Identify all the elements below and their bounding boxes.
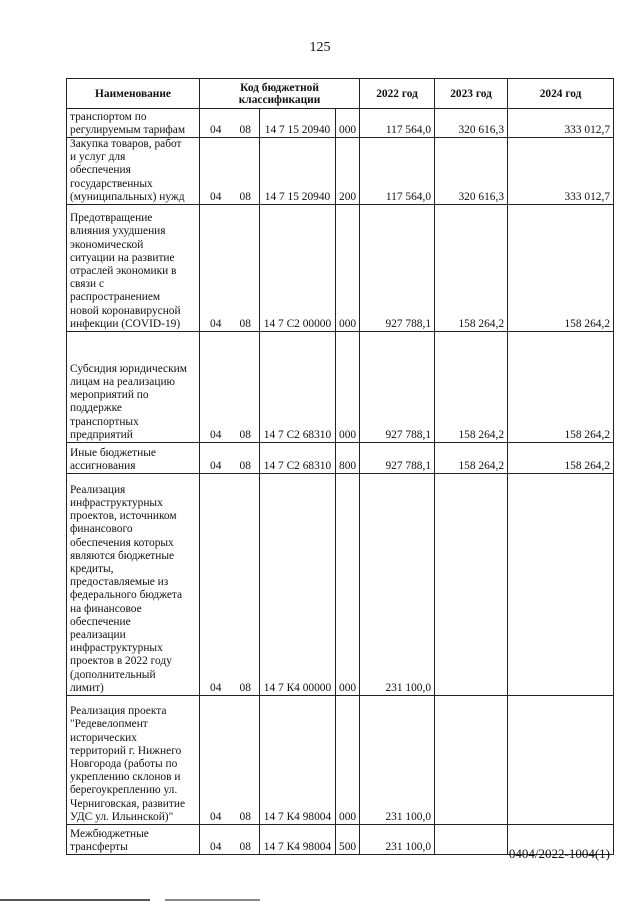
table-row [67,109,614,138]
code-section: 04 [200,332,232,443]
row-name: транспортом по регулируемым тарифам [67,109,200,138]
code-expense-type: 200 [336,138,360,205]
code-target-article: 14 7 С2 68310 [260,332,336,443]
row-name: Реализация проекта "Редевелопмент исторических территорий г. Нижнего Новгорода (работы по укреплению склонов и берегоукреплению ул. Черниговская, развитие УДС ул. Ильинской)" [67,696,200,825]
bottom-rule [0,899,640,901]
table-body [67,109,614,855]
code-target-article: 14 7 15 20940 [260,138,336,205]
value-2024: 158 264,2 [508,205,614,332]
value-2023 [435,696,508,825]
code-expense-type: 000 [336,332,360,443]
row-name: Межбюджетные трансферты [67,825,200,855]
code-target-article: 14 7 К4 98004 [260,825,336,855]
header-2022: 2022 год [360,79,435,109]
code-section: 04 [200,474,232,696]
code-expense-type: 000 [336,205,360,332]
value-2023: 158 264,2 [435,443,508,474]
row-name: Реализация инфраструктурных проектов, источником финансового обеспечения которых являются бюджетные кредиты, предоставляемые из федерального бюджета на финансовое обеспечение реализации инфраструктурных проектов в 2022 году (дополнительный лимит) [67,474,200,696]
value-2022: 231 100,0 [360,696,435,825]
row-name: Иные бюджетные ассигнования [67,443,200,474]
code-expense-type: 000 [336,696,360,825]
code-subsection: 08 [232,332,260,443]
header-row [67,79,614,109]
header-name: Наименование [67,79,200,109]
code-subsection: 08 [232,109,260,138]
code-subsection: 08 [232,696,260,825]
value-2022: 231 100,0 [360,474,435,696]
table-row [67,443,614,474]
value-2024: 158 264,2 [508,443,614,474]
code-target-article: 14 7 С2 00000 [260,205,336,332]
table-row [67,205,614,332]
code-section: 04 [200,205,232,332]
document-number: 0404/2022-1004(1) [508,846,610,861]
table-row [67,138,614,205]
value-2022: 231 100,0 [360,825,435,855]
value-2024: 158 264,2 [508,332,614,443]
header-2023: 2023 год [435,79,508,109]
code-subsection: 08 [232,205,260,332]
value-2024: 333 012,7 [508,109,614,138]
value-2023: 158 264,2 [435,205,508,332]
row-name: Предотвращение влияния ухудшения экономической ситуации на развитие отраслей экономики в связи с распространением новой коронавирусной инфекции (COVID-19) [67,205,200,332]
code-expense-type: 500 [336,825,360,855]
budget-table [66,78,614,855]
code-expense-type: 000 [336,474,360,696]
code-section: 04 [200,138,232,205]
table-row [67,332,614,443]
code-subsection: 08 [232,443,260,474]
value-2022: 117 564,0 [360,109,435,138]
header-2024: 2024 год [508,79,614,109]
row-name: Закупка товаров, работ и услуг для обеспечения государственных (муниципальных) нужд [67,138,200,205]
code-target-article: 14 7 С2 68310 [260,443,336,474]
header-code: Код бюджетной классификации [200,79,360,109]
code-target-article: 14 7 К4 98004 [260,696,336,825]
code-subsection: 08 [232,825,260,855]
code-section: 04 [200,825,232,855]
table-row [67,696,614,825]
code-expense-type: 800 [336,443,360,474]
value-2022: 927 788,1 [360,205,435,332]
value-2024: 333 012,7 [508,138,614,205]
value-2022: 927 788,1 [360,332,435,443]
row-name: Субсидия юридическим лицам на реализацию мероприятий по поддержке транспортных предприятий [67,332,200,443]
page-number: 125 [309,40,331,55]
code-subsection: 08 [232,138,260,205]
value-2023 [435,474,508,696]
code-target-article: 14 7 К4 00000 [260,474,336,696]
code-section: 04 [200,696,232,825]
code-subsection: 08 [232,474,260,696]
value-2024 [508,474,614,696]
value-2023: 320 616,3 [435,138,508,205]
code-section: 04 [200,443,232,474]
value-2022: 117 564,0 [360,138,435,205]
value-2023: 158 264,2 [435,332,508,443]
value-2022: 927 788,1 [360,443,435,474]
value-2024 [508,696,614,825]
code-expense-type: 000 [336,109,360,138]
code-target-article: 14 7 15 20940 [260,109,336,138]
table-row [67,474,614,696]
value-2023: 320 616,3 [435,109,508,138]
code-section: 04 [200,109,232,138]
